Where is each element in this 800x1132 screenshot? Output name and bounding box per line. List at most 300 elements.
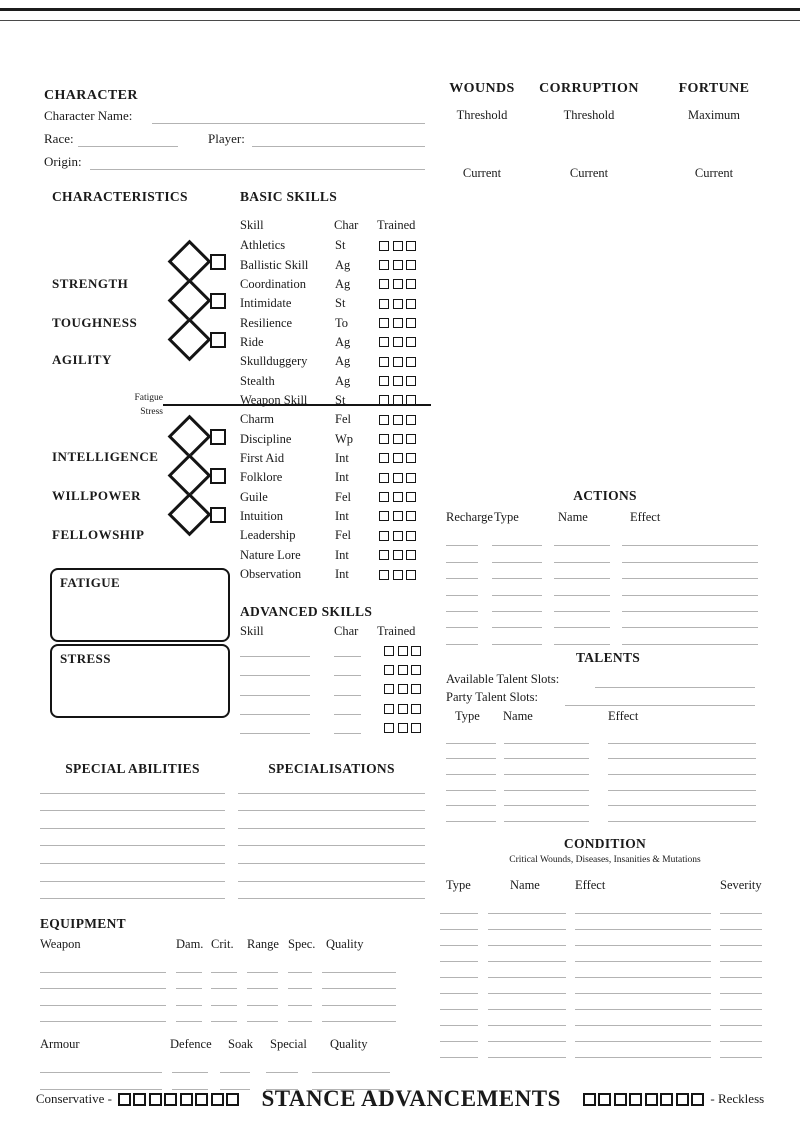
- condition-field[interactable]: [575, 981, 711, 994]
- fellowship-fortune-box[interactable]: [210, 507, 226, 523]
- intelligence-fortune-box[interactable]: [210, 429, 226, 445]
- condition-field[interactable]: [488, 965, 566, 978]
- weapon-field[interactable]: [322, 993, 396, 1006]
- basic-skill-row: [240, 333, 432, 352]
- reckless-boxes: [583, 1093, 705, 1106]
- trained-checkbox[interactable]: [406, 241, 416, 251]
- trained-checkbox[interactable]: [393, 473, 403, 483]
- specialisation-field[interactable]: [238, 833, 425, 846]
- trained-checkbox[interactable]: [384, 704, 394, 714]
- conservative-advancement-box[interactable]: [149, 1093, 162, 1106]
- talent-field[interactable]: [446, 746, 496, 759]
- trained-checkbox[interactable]: [406, 357, 416, 367]
- trained-checkbox[interactable]: [406, 511, 416, 521]
- trained-checkbox[interactable]: [398, 684, 408, 694]
- advanced-skill-char-field[interactable]: [334, 683, 361, 696]
- trained-checkbox[interactable]: [406, 318, 416, 328]
- trained-checkbox[interactable]: [393, 492, 403, 502]
- specialisation-field[interactable]: [238, 781, 425, 794]
- trained-checkbox[interactable]: [406, 550, 416, 560]
- weapon-field[interactable]: [288, 1009, 312, 1022]
- action-field[interactable]: [622, 550, 758, 563]
- action-field[interactable]: [554, 566, 610, 579]
- action-field[interactable]: [492, 599, 542, 612]
- weapon-field[interactable]: [288, 960, 312, 973]
- special-ability-field[interactable]: [40, 833, 225, 846]
- weapon-field[interactable]: [247, 976, 278, 989]
- action-field[interactable]: [492, 533, 542, 546]
- trained-checkbox[interactable]: [379, 357, 389, 367]
- special-ability-line: [40, 794, 225, 812]
- specialisation-field[interactable]: [238, 869, 425, 882]
- trained-checkbox[interactable]: [393, 415, 403, 425]
- weapon-rows: [40, 956, 396, 1022]
- action-field[interactable]: [622, 599, 758, 612]
- talent-field[interactable]: [504, 793, 589, 806]
- specialisation-field[interactable]: [238, 798, 425, 811]
- action-field[interactable]: [446, 566, 478, 579]
- willpower-fortune-box[interactable]: [210, 468, 226, 484]
- fatigue-box[interactable]: [50, 568, 230, 642]
- weapon-field[interactable]: [176, 993, 202, 1006]
- trained-checkbox[interactable]: [406, 492, 416, 502]
- strength-rating-diamond[interactable]: [168, 240, 212, 284]
- weapon-row: [40, 973, 396, 990]
- talent-field[interactable]: [446, 809, 496, 822]
- advanced-skill-char-field[interactable]: [334, 644, 361, 657]
- skill-name: Leadership: [240, 528, 296, 543]
- condition-field[interactable]: [720, 917, 762, 930]
- basic-skill-row: [240, 352, 432, 371]
- weapon-field[interactable]: [288, 993, 312, 1006]
- weapon-field[interactable]: [211, 993, 237, 1006]
- reckless-advancement-box[interactable]: [629, 1093, 642, 1106]
- fortune-title: FORTUNE: [678, 81, 750, 96]
- weapon-field[interactable]: [247, 1009, 278, 1022]
- condition-field[interactable]: [720, 901, 762, 914]
- party-talent-slots-field[interactable]: [565, 704, 755, 706]
- action-field[interactable]: [554, 533, 610, 546]
- skill-name: Weapon Skill: [240, 392, 308, 407]
- condition-field[interactable]: [488, 1045, 566, 1058]
- conservative-advancement-box[interactable]: [164, 1093, 177, 1106]
- action-field[interactable]: [622, 615, 758, 628]
- trained-checkbox[interactable]: [379, 337, 389, 347]
- condition-field[interactable]: [575, 917, 711, 930]
- special-ability-field[interactable]: [40, 816, 225, 829]
- condition-field[interactable]: [720, 1013, 762, 1026]
- condition-header-type: Type: [446, 878, 471, 892]
- reckless-advancement-box[interactable]: [583, 1093, 596, 1106]
- trained-checkboxes: [379, 260, 416, 270]
- condition-field[interactable]: [575, 933, 711, 946]
- trained-checkboxes: [384, 704, 421, 714]
- weapon-field[interactable]: [247, 960, 278, 973]
- talent-field[interactable]: [446, 778, 496, 791]
- trained-checkbox[interactable]: [393, 241, 403, 251]
- condition-field[interactable]: [575, 949, 711, 962]
- condition-field[interactable]: [440, 949, 478, 962]
- weapon-field[interactable]: [40, 976, 166, 989]
- trained-checkbox[interactable]: [379, 241, 389, 251]
- trained-checkboxes: [384, 723, 421, 733]
- action-field[interactable]: [554, 550, 610, 563]
- trained-checkbox[interactable]: [406, 279, 416, 289]
- condition-field[interactable]: [720, 949, 762, 962]
- condition-field[interactable]: [488, 917, 566, 930]
- trained-checkboxes: [379, 376, 416, 386]
- trained-checkbox[interactable]: [393, 395, 403, 405]
- trained-checkboxes: [379, 511, 416, 521]
- condition-field[interactable]: [720, 981, 762, 994]
- talents-title: TALENTS: [575, 650, 641, 665]
- action-field[interactable]: [622, 566, 758, 579]
- trained-checkbox[interactable]: [406, 260, 416, 270]
- specialisation-field[interactable]: [238, 886, 425, 899]
- trained-checkbox[interactable]: [379, 376, 389, 386]
- talent-field[interactable]: [608, 793, 756, 806]
- trained-checkbox[interactable]: [398, 704, 408, 714]
- trained-checkbox[interactable]: [406, 299, 416, 309]
- trained-checkboxes: [384, 646, 421, 656]
- trained-checkbox[interactable]: [411, 704, 421, 714]
- trained-checkboxes: [379, 453, 416, 463]
- trained-checkbox[interactable]: [393, 279, 403, 289]
- action-field[interactable]: [554, 615, 610, 628]
- action-field[interactable]: [554, 583, 610, 596]
- condition-field[interactable]: [575, 1013, 711, 1026]
- trained-checkbox[interactable]: [393, 318, 403, 328]
- talent-field[interactable]: [446, 793, 496, 806]
- condition-field[interactable]: [488, 949, 566, 962]
- condition-field[interactable]: [575, 1045, 711, 1058]
- strength-fortune-box[interactable]: [210, 254, 226, 270]
- action-field[interactable]: [554, 632, 610, 645]
- trained-checkbox[interactable]: [384, 723, 394, 733]
- special-ability-field[interactable]: [40, 851, 225, 864]
- condition-field[interactable]: [440, 997, 478, 1010]
- toughness-fortune-box[interactable]: [210, 293, 226, 309]
- reckless-label: - Reckless: [710, 1091, 765, 1106]
- condition-field[interactable]: [488, 1029, 566, 1042]
- trained-checkbox[interactable]: [393, 570, 403, 580]
- trained-checkbox[interactable]: [379, 492, 389, 502]
- trained-checkbox[interactable]: [393, 511, 403, 521]
- intelligence-rating-diamond[interactable]: [168, 415, 212, 459]
- trained-checkbox[interactable]: [398, 646, 408, 656]
- actions-header-type: Type: [494, 510, 519, 524]
- advanced-skill-name-field[interactable]: [240, 644, 310, 657]
- special-ability-field[interactable]: [40, 886, 225, 899]
- fortune-maximum-label: Maximum: [687, 108, 741, 122]
- trained-checkbox[interactable]: [379, 260, 389, 270]
- trained-checkbox[interactable]: [379, 318, 389, 328]
- trained-checkbox[interactable]: [393, 531, 403, 541]
- armour-field[interactable]: [266, 1060, 298, 1073]
- advanced-skill-name-field[interactable]: [240, 721, 310, 734]
- conservative-advancement-box[interactable]: [211, 1093, 224, 1106]
- condition-field[interactable]: [488, 901, 566, 914]
- agility-rating-diamond[interactable]: [168, 318, 212, 362]
- skill-name: Ballistic Skill: [240, 257, 309, 272]
- condition-field[interactable]: [488, 997, 566, 1010]
- weapon-field[interactable]: [211, 976, 237, 989]
- skill-name: Stealth: [240, 373, 275, 388]
- condition-field[interactable]: [488, 1013, 566, 1026]
- trained-checkbox[interactable]: [411, 723, 421, 733]
- conservative-advancement-box[interactable]: [133, 1093, 146, 1106]
- trained-checkbox[interactable]: [406, 337, 416, 347]
- trained-checkbox[interactable]: [393, 357, 403, 367]
- trained-checkbox[interactable]: [393, 337, 403, 347]
- action-field[interactable]: [446, 632, 478, 645]
- action-field[interactable]: [446, 533, 478, 546]
- trained-checkbox[interactable]: [379, 279, 389, 289]
- special-abilities-title: SPECIAL ABILITIES: [65, 761, 200, 776]
- page-border-line-thick: [0, 8, 800, 11]
- specialisation-field[interactable]: [238, 851, 425, 864]
- talent-field[interactable]: [608, 778, 756, 791]
- conservative-advancement-box[interactable]: [180, 1093, 193, 1106]
- action-field[interactable]: [446, 550, 478, 563]
- player-field[interactable]: [252, 145, 425, 147]
- fellowship-rating-diamond[interactable]: [168, 493, 212, 537]
- trained-checkbox[interactable]: [379, 395, 389, 405]
- trained-checkbox[interactable]: [411, 684, 421, 694]
- action-field[interactable]: [492, 550, 542, 563]
- weapon-field[interactable]: [211, 960, 237, 973]
- trained-checkbox[interactable]: [406, 570, 416, 580]
- trained-checkbox[interactable]: [379, 570, 389, 580]
- trained-checkbox[interactable]: [384, 646, 394, 656]
- available-talent-slots-field[interactable]: [595, 686, 755, 688]
- action-field[interactable]: [554, 599, 610, 612]
- reckless-advancement-box[interactable]: [660, 1093, 673, 1106]
- stress-box-label: STRESS: [60, 651, 111, 666]
- special-ability-field[interactable]: [40, 798, 225, 811]
- trained-checkbox[interactable]: [406, 395, 416, 405]
- reckless-advancement-box[interactable]: [676, 1093, 689, 1106]
- weapon-field[interactable]: [40, 960, 166, 973]
- skill-char: Int: [335, 470, 349, 485]
- trained-checkbox[interactable]: [393, 453, 403, 463]
- condition-field[interactable]: [720, 1045, 762, 1058]
- trained-checkbox[interactable]: [379, 550, 389, 560]
- talent-field[interactable]: [504, 762, 589, 775]
- action-field[interactable]: [446, 583, 478, 596]
- talent-field[interactable]: [504, 778, 589, 791]
- special-ability-line: [40, 811, 225, 829]
- origin-field[interactable]: [90, 168, 425, 170]
- special-ability-field[interactable]: [40, 869, 225, 882]
- armour-row: [40, 1056, 390, 1073]
- character-section-title: CHARACTER: [44, 88, 138, 103]
- trained-checkbox[interactable]: [398, 723, 408, 733]
- skill-name: Charm: [240, 412, 275, 427]
- trained-checkbox[interactable]: [411, 646, 421, 656]
- advanced-skill-name-field[interactable]: [240, 663, 310, 676]
- talent-field[interactable]: [446, 731, 496, 744]
- condition-field[interactable]: [440, 901, 478, 914]
- weapon-field[interactable]: [247, 993, 278, 1006]
- weapon-field[interactable]: [40, 1009, 166, 1022]
- action-row: [446, 546, 758, 562]
- trained-checkbox[interactable]: [393, 260, 403, 270]
- trained-checkboxes: [384, 684, 421, 694]
- condition-row: [440, 946, 762, 962]
- reckless-advancement-box[interactable]: [614, 1093, 627, 1106]
- conservative-label: Conservative -: [35, 1091, 112, 1106]
- weapon-field[interactable]: [211, 1009, 237, 1022]
- talent-field[interactable]: [504, 809, 589, 822]
- condition-header-name: Name: [510, 878, 540, 892]
- trained-checkboxes: [379, 473, 416, 483]
- trained-checkbox[interactable]: [406, 453, 416, 463]
- condition-field[interactable]: [720, 1029, 762, 1042]
- condition-field[interactable]: [720, 965, 762, 978]
- condition-field[interactable]: [488, 981, 566, 994]
- advanced-skill-name-field[interactable]: [240, 683, 310, 696]
- trained-checkbox[interactable]: [393, 550, 403, 560]
- action-field[interactable]: [492, 566, 542, 579]
- reckless-advancement-box[interactable]: [598, 1093, 611, 1106]
- race-field[interactable]: [78, 145, 178, 147]
- advanced-skill-row: [240, 699, 432, 718]
- advanced-skill-char-field[interactable]: [334, 721, 361, 734]
- condition-field[interactable]: [440, 917, 478, 930]
- trained-checkbox[interactable]: [406, 434, 416, 444]
- agility-fortune-box[interactable]: [210, 332, 226, 348]
- trained-checkbox[interactable]: [379, 511, 389, 521]
- condition-field[interactable]: [575, 901, 711, 914]
- trained-checkboxes: [379, 395, 416, 405]
- trained-checkbox[interactable]: [379, 415, 389, 425]
- condition-title: CONDITION: [563, 836, 647, 851]
- specialisation-line: [238, 829, 425, 847]
- advanced-skill-char-field[interactable]: [334, 663, 361, 676]
- trained-checkbox[interactable]: [379, 434, 389, 444]
- condition-field[interactable]: [575, 965, 711, 978]
- talent-field[interactable]: [608, 809, 756, 822]
- trained-checkbox[interactable]: [406, 415, 416, 425]
- trained-checkbox[interactable]: [406, 531, 416, 541]
- talent-field[interactable]: [504, 731, 589, 744]
- action-field[interactable]: [622, 533, 758, 546]
- advanced-skill-char-field[interactable]: [334, 702, 361, 715]
- weapon-field[interactable]: [288, 976, 312, 989]
- condition-field[interactable]: [440, 1029, 478, 1042]
- toughness-rating-diamond[interactable]: [168, 279, 212, 323]
- action-field[interactable]: [492, 583, 542, 596]
- talent-field[interactable]: [446, 762, 496, 775]
- armour-field[interactable]: [220, 1060, 250, 1073]
- condition-field[interactable]: [575, 997, 711, 1010]
- condition-field[interactable]: [440, 965, 478, 978]
- action-field[interactable]: [492, 615, 542, 628]
- weapon-field[interactable]: [176, 1009, 202, 1022]
- trained-checkbox[interactable]: [384, 665, 394, 675]
- armour-header-defence: Defence: [170, 1037, 212, 1051]
- special-ability-line: [40, 776, 225, 794]
- skill-name: First Aid: [240, 450, 285, 465]
- trained-checkbox[interactable]: [398, 665, 408, 675]
- weapon-field[interactable]: [322, 960, 396, 973]
- talent-field[interactable]: [504, 746, 589, 759]
- advanced-skill-name-field[interactable]: [240, 702, 310, 715]
- reckless-advancement-box[interactable]: [645, 1093, 658, 1106]
- conservative-advancement-box[interactable]: [195, 1093, 208, 1106]
- condition-field[interactable]: [488, 933, 566, 946]
- trained-checkbox[interactable]: [411, 665, 421, 675]
- basic-skill-row: [240, 507, 432, 526]
- reckless-advancement-box[interactable]: [691, 1093, 704, 1106]
- skill-char: Int: [335, 508, 349, 523]
- skill-name: Skullduggery: [240, 354, 308, 369]
- trained-checkbox[interactable]: [379, 453, 389, 463]
- weapon-field[interactable]: [322, 976, 396, 989]
- trained-checkbox[interactable]: [379, 473, 389, 483]
- trained-checkbox[interactable]: [393, 299, 403, 309]
- trained-checkbox[interactable]: [406, 473, 416, 483]
- condition-field[interactable]: [440, 1013, 478, 1026]
- armour-field[interactable]: [40, 1060, 162, 1073]
- talents-header-type: Type: [455, 709, 480, 723]
- trained-checkbox[interactable]: [393, 434, 403, 444]
- condition-row: [440, 1010, 762, 1026]
- weapon-field[interactable]: [176, 960, 202, 973]
- skill-name: Intuition: [240, 508, 284, 523]
- skill-char: Fel: [335, 528, 351, 543]
- condition-field[interactable]: [720, 933, 762, 946]
- condition-row: [440, 962, 762, 978]
- basic-skill-row: [240, 410, 432, 429]
- weapon-field[interactable]: [322, 1009, 396, 1022]
- weapon-field[interactable]: [40, 993, 166, 1006]
- trained-checkbox[interactable]: [379, 531, 389, 541]
- character-name-field[interactable]: [152, 122, 425, 124]
- action-field[interactable]: [446, 615, 478, 628]
- armour-field[interactable]: [312, 1060, 390, 1073]
- action-field[interactable]: [622, 632, 758, 645]
- action-field[interactable]: [446, 599, 478, 612]
- trained-checkbox[interactable]: [406, 376, 416, 386]
- special-ability-field[interactable]: [40, 781, 225, 794]
- conservative-advancement-box[interactable]: [226, 1093, 239, 1106]
- action-field[interactable]: [622, 583, 758, 596]
- action-field[interactable]: [492, 632, 542, 645]
- condition-field[interactable]: [440, 1045, 478, 1058]
- condition-field[interactable]: [440, 933, 478, 946]
- condition-field[interactable]: [720, 997, 762, 1010]
- trained-checkbox[interactable]: [379, 299, 389, 309]
- weapon-row: [40, 956, 396, 973]
- conservative-advancement-box[interactable]: [118, 1093, 131, 1106]
- willpower-rating-diamond[interactable]: [168, 454, 212, 498]
- condition-row: [440, 898, 762, 914]
- armour-field[interactable]: [172, 1060, 208, 1073]
- talent-field[interactable]: [608, 746, 756, 759]
- condition-field[interactable]: [575, 1029, 711, 1042]
- specialisation-field[interactable]: [238, 816, 425, 829]
- talent-field[interactable]: [608, 731, 756, 744]
- stress-box[interactable]: [50, 644, 230, 718]
- condition-field[interactable]: [440, 981, 478, 994]
- basic-skills-header-trained: Trained: [377, 218, 416, 232]
- trained-checkbox[interactable]: [384, 684, 394, 694]
- weapon-field[interactable]: [176, 976, 202, 989]
- talent-field[interactable]: [608, 762, 756, 775]
- trained-checkbox[interactable]: [393, 376, 403, 386]
